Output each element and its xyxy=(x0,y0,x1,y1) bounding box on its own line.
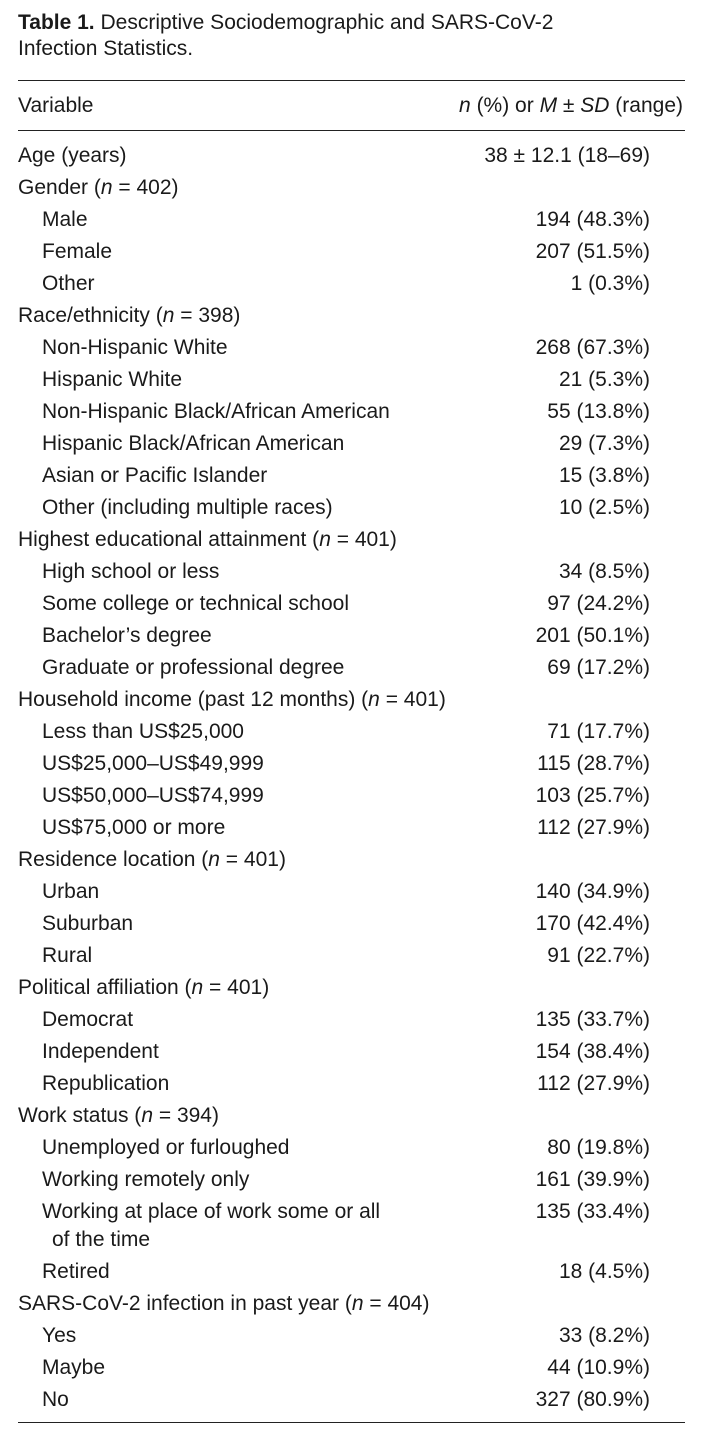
row-label: Yes xyxy=(42,1324,77,1347)
row-label-continuation: of the time xyxy=(52,1228,151,1251)
row-value: 103 (25.7%) xyxy=(535,784,650,807)
table-row xyxy=(18,652,650,684)
close-paren: ) xyxy=(278,848,286,871)
row-value: 115 (28.7%) xyxy=(537,752,650,775)
table-row xyxy=(18,908,650,940)
close-paren: ) xyxy=(262,976,270,999)
row-label-text: Highest educational attainment ( xyxy=(18,528,320,551)
row-n-value: 401 xyxy=(227,976,263,999)
equals-sign: = xyxy=(203,976,228,999)
n-symbol: n xyxy=(162,304,175,327)
row-label xyxy=(18,844,286,876)
row-value: 34 (8.5%) xyxy=(558,560,650,583)
table-row xyxy=(18,556,650,588)
category-row xyxy=(18,972,650,1004)
category-row xyxy=(18,844,650,876)
row-value: 38 ± 12.1 (18–69) xyxy=(484,144,650,167)
header-rule xyxy=(18,130,685,131)
table-row xyxy=(18,236,650,268)
row-value: 21 (5.3%) xyxy=(558,368,650,391)
n-symbol: n xyxy=(100,176,113,199)
row-value: 71 (17.7%) xyxy=(547,720,650,743)
table-header xyxy=(18,91,683,121)
row-n-value: 394 xyxy=(176,1104,212,1127)
header-pct-or: (%) or xyxy=(470,94,540,117)
n-symbol: n xyxy=(191,976,204,999)
header-pm: ± xyxy=(557,94,581,117)
row-label: Democrat xyxy=(42,1008,134,1031)
close-paren: ) xyxy=(233,304,241,327)
close-paren: ) xyxy=(438,688,446,711)
row-label: Maybe xyxy=(42,1356,106,1379)
n-symbol: n xyxy=(319,528,331,551)
row-label: US$25,000–US$49,999 xyxy=(42,752,264,775)
table-row xyxy=(18,492,650,524)
row-value: 10 (2.5%) xyxy=(558,496,650,519)
row-label-text: SARS-CoV-2 infection in past year ( xyxy=(18,1292,352,1315)
row-value: 33 (8.2%) xyxy=(558,1324,650,1347)
table-row xyxy=(18,204,650,236)
row-label: Other xyxy=(42,272,95,295)
category-row xyxy=(18,140,650,172)
row-label: US$50,000–US$74,999 xyxy=(42,784,264,807)
row-n-value: 401 xyxy=(354,528,390,551)
row-label: Unemployed or furloughed xyxy=(42,1136,290,1159)
table-row xyxy=(18,812,650,844)
row-label: Bachelor’s degree xyxy=(42,624,212,647)
row-label: No xyxy=(42,1388,69,1411)
header-range: (range) xyxy=(609,94,683,117)
header-statistic xyxy=(459,91,683,121)
bottom-rule xyxy=(18,1422,685,1423)
row-label-text: Work status ( xyxy=(18,1104,142,1127)
table-row xyxy=(18,268,650,300)
row-value: 207 (51.5%) xyxy=(535,240,650,263)
row-label: Some college or technical school xyxy=(42,592,350,615)
table-row xyxy=(18,588,650,620)
row-label-text: Residence location ( xyxy=(18,848,209,871)
table-row xyxy=(18,1320,650,1352)
close-paren: ) xyxy=(389,528,397,551)
category-row xyxy=(18,172,650,204)
table-row xyxy=(18,396,650,428)
category-row xyxy=(18,300,650,332)
table-row xyxy=(18,620,650,652)
row-value: 135 (33.7%) xyxy=(535,1008,650,1031)
table-row xyxy=(18,716,650,748)
row-label: Less than US$25,000 xyxy=(42,720,244,743)
n-symbol: n xyxy=(141,1104,153,1127)
table-row xyxy=(18,1196,650,1256)
category-row xyxy=(18,524,650,556)
row-label-text: Political affiliation ( xyxy=(18,976,192,999)
row-n-value: 404 xyxy=(387,1292,423,1315)
row-label: Age (years) xyxy=(18,144,127,167)
row-value: 55 (13.8%) xyxy=(547,400,650,423)
table-row xyxy=(18,1036,650,1068)
table-title-line2: Infection Statistics. xyxy=(18,37,194,60)
row-value: 170 (42.4%) xyxy=(535,912,650,935)
row-label xyxy=(18,1100,219,1132)
table-row xyxy=(18,1132,650,1164)
row-label xyxy=(18,300,240,332)
table-title-line1: Descriptive Sociodemographic and SARS-CoV-2 xyxy=(100,11,554,34)
equals-sign: = xyxy=(153,1104,177,1127)
equals-sign: = xyxy=(379,688,404,711)
row-value: 29 (7.3%) xyxy=(558,432,650,455)
table-row xyxy=(18,1256,650,1288)
row-label-text: Race/ethnicity ( xyxy=(18,304,163,327)
header-m: M xyxy=(539,94,558,117)
row-label: Rural xyxy=(42,944,93,967)
row-label: Non-Hispanic Black/African American xyxy=(42,400,390,423)
equals-sign: = xyxy=(363,1292,388,1315)
row-value: 201 (50.1%) xyxy=(535,624,650,647)
equals-sign: = xyxy=(112,176,137,199)
table-body xyxy=(18,140,650,1416)
row-label: Republication xyxy=(42,1072,170,1095)
equals-sign: = xyxy=(219,848,244,871)
row-n-value: 401 xyxy=(403,688,439,711)
row-value: 80 (19.8%) xyxy=(547,1136,650,1159)
n-symbol: n xyxy=(351,1292,364,1315)
row-label-text: Gender ( xyxy=(18,176,101,199)
row-value: 135 (33.4%) xyxy=(535,1200,650,1223)
category-row xyxy=(18,1100,650,1132)
row-label: Working remotely only xyxy=(42,1168,250,1191)
equals-sign: = xyxy=(330,528,355,551)
row-label: High school or less xyxy=(42,560,220,583)
row-n-value: 401 xyxy=(243,848,279,871)
row-value: 15 (3.8%) xyxy=(558,464,650,487)
table-row xyxy=(18,1004,650,1036)
row-label xyxy=(18,172,179,204)
row-label: Working at place of work some or all xyxy=(42,1200,381,1223)
table-row xyxy=(18,332,650,364)
row-label xyxy=(18,972,269,1004)
row-label xyxy=(18,684,446,716)
row-value: 1 (0.3%) xyxy=(570,272,650,295)
table-row xyxy=(18,460,650,492)
header-variable: Variable xyxy=(18,94,94,117)
row-label: US$75,000 or more xyxy=(42,816,226,839)
table-row xyxy=(18,748,650,780)
equals-sign: = xyxy=(174,304,199,327)
row-value: 161 (39.9%) xyxy=(535,1168,650,1191)
header-n: n xyxy=(459,94,471,117)
row-label: Hispanic White xyxy=(42,368,183,391)
row-value: 140 (34.9%) xyxy=(535,880,650,903)
table-row xyxy=(18,428,650,460)
row-label: Male xyxy=(42,208,88,231)
row-label: Retired xyxy=(42,1260,110,1283)
row-value: 268 (67.3%) xyxy=(535,336,650,359)
row-label: Other (including multiple races) xyxy=(42,496,333,519)
row-value: 18 (4.5%) xyxy=(558,1260,650,1283)
category-row xyxy=(18,1288,650,1320)
row-label xyxy=(18,1288,430,1320)
table-row xyxy=(18,780,650,812)
row-label: Female xyxy=(42,240,113,263)
row-value: 91 (22.7%) xyxy=(547,944,650,967)
row-value: 327 (80.9%) xyxy=(535,1388,650,1411)
row-label: Suburban xyxy=(42,912,134,935)
close-paren: ) xyxy=(211,1104,219,1127)
row-value: 112 (27.9%) xyxy=(537,816,650,839)
close-paren: ) xyxy=(422,1292,430,1315)
row-value: 154 (38.4%) xyxy=(535,1040,650,1063)
table-row xyxy=(18,876,650,908)
table-row xyxy=(18,940,650,972)
row-label: Graduate or professional degree xyxy=(42,656,345,679)
close-paren: ) xyxy=(171,176,179,199)
table-row xyxy=(18,1068,650,1100)
row-value: 112 (27.9%) xyxy=(537,1072,650,1095)
row-value: 97 (24.2%) xyxy=(547,592,650,615)
table-caption xyxy=(18,10,678,62)
row-n-value: 398 xyxy=(198,304,234,327)
row-label xyxy=(18,524,397,556)
row-label: Independent xyxy=(42,1040,159,1063)
row-label: Urban xyxy=(42,880,100,903)
row-label: Asian or Pacific Islander xyxy=(42,464,268,487)
top-rule xyxy=(18,80,685,81)
row-label-text: Household income (past 12 months) ( xyxy=(18,688,369,711)
row-value: 44 (10.9%) xyxy=(547,1356,650,1379)
row-value: 69 (17.2%) xyxy=(547,656,650,679)
table-row xyxy=(18,1164,650,1196)
row-label: Hispanic Black/African American xyxy=(42,432,345,455)
row-n-value: 402 xyxy=(136,176,172,199)
table-row xyxy=(18,1352,650,1384)
table-row xyxy=(18,1384,650,1416)
row-value: 194 (48.3%) xyxy=(535,208,650,231)
row-label: Non-Hispanic White xyxy=(42,336,228,359)
table-label: Table 1. xyxy=(18,11,95,34)
header-sd: SD xyxy=(580,94,610,117)
n-symbol: n xyxy=(208,848,220,871)
category-row xyxy=(18,684,650,716)
n-symbol: n xyxy=(368,688,380,711)
table-row xyxy=(18,364,650,396)
